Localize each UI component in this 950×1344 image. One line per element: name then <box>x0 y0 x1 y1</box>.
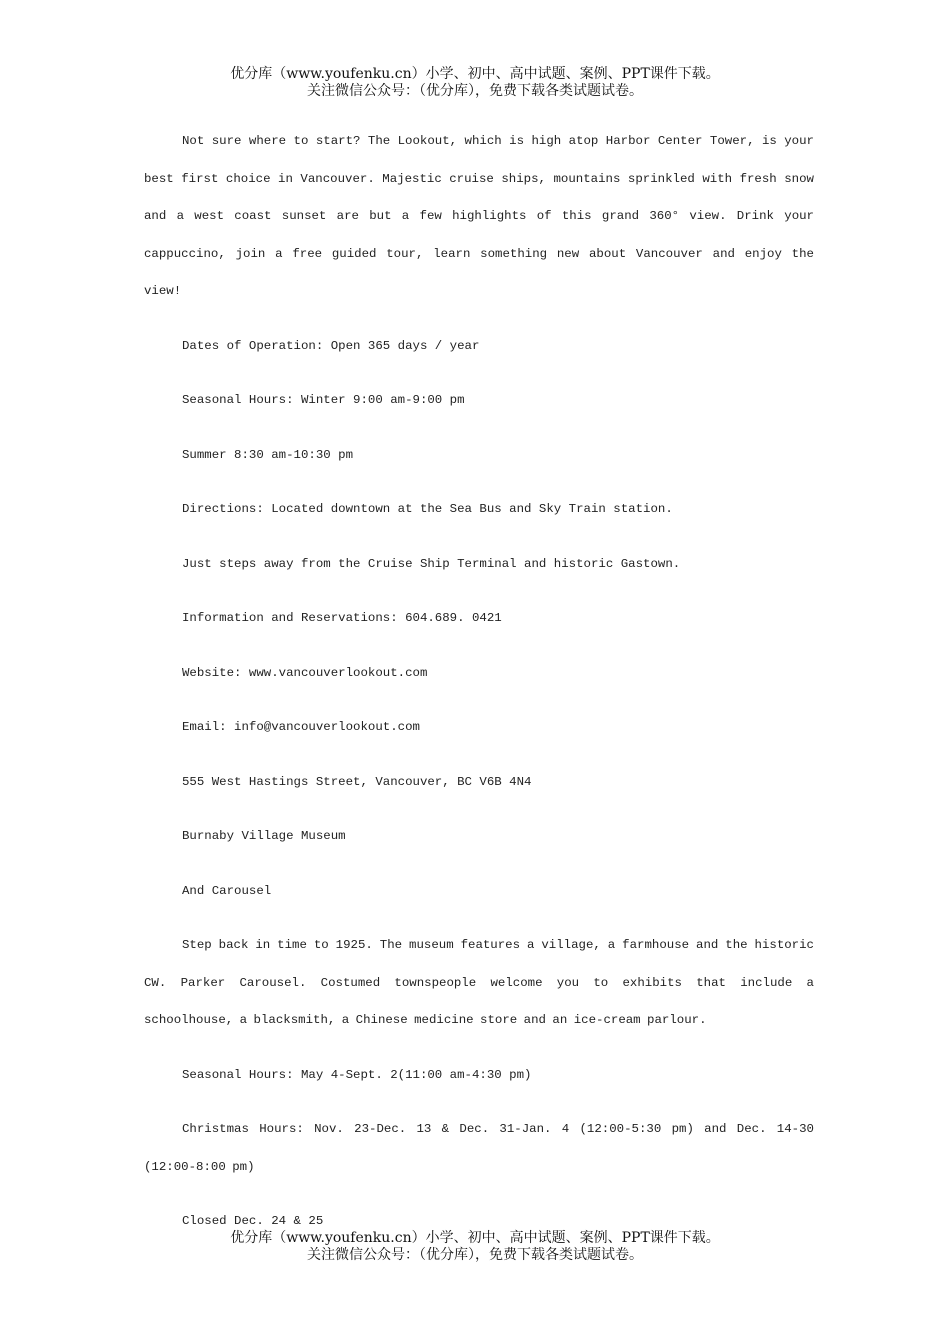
museum-title-line-1: Burnaby Village Museum <box>182 829 346 843</box>
footer-banner-line-1: 优分库（www.youfenku.cn）小学、初中、高中试题、案例、PPT课件下载。 <box>230 1230 720 1246</box>
museum-intro-paragraph: Step back in time to 1925. The museum features a village, a farmhouse and the historic CW. Parker Carousel. Costumed townspeople welcome you to exhibits that include a schoolhouse, a blacksmith, a Chinese medicine store and an ice-cream parlour. <box>144 938 814 1027</box>
footer-banner-line-2: 关注微信公众号：（优分库），免费下载各类试题试卷。 <box>307 1247 643 1263</box>
lookout-steps-away: Just steps away from the Cruise Ship Terminal and historic Gastown. <box>182 556 681 571</box>
museum-title-line-2: And Carousel <box>182 883 272 898</box>
header-banner-line-1: 优分库（www.youfenku.cn）小学、初中、高中试题、案例、PPT课件下载。 <box>230 66 720 82</box>
lookout-email: Email: info@vancouverlookout.com <box>182 720 420 734</box>
lookout-address: 555 West Hastings Street, Vancouver, BC V6B 4N4 <box>182 774 532 789</box>
museum-closed-days: Closed Dec. 24 & 25 <box>182 1214 324 1228</box>
museum-christmas-hours: Christmas Hours: Nov. 23-Dec. 13 & Dec. 31-Jan. 4 (12:00-5:30 pm) and Dec. 14-30 (12:00-8:00 pm) <box>144 1122 814 1174</box>
header-banner <box>0 66 950 100</box>
lookout-seasonal-winter: Seasonal Hours: Winter 9:00 am-9:00 pm <box>182 393 465 407</box>
lookout-website: Website: www.vancouverlookout.com <box>182 665 428 680</box>
lookout-seasonal-summer: Summer 8:30 am-10:30 pm <box>182 447 354 462</box>
lookout-dates: Dates of Operation: Open 365 days / year <box>182 338 480 353</box>
footer-banner <box>0 1230 950 1264</box>
document-body <box>144 123 814 1258</box>
museum-seasonal-hours: Seasonal Hours: May 4-Sept. 2(11:00 am-4:30 pm) <box>182 1067 532 1082</box>
lookout-intro-paragraph: Not sure where to start? The Lookout, which is high atop Harbor Center Tower, is your best first choice in Vancouver. Majestic cruise ships, mountains sprinkled with fresh snow and a west coast sunset are but a few highlights of this grand 360° view. Drink your cappuccino, join a free guided tour, learn something new about Vancouver and enjoy the view! <box>144 134 814 298</box>
lookout-directions: Directions: Located downtown at the Sea Bus and Sky Train station. <box>182 502 673 516</box>
header-banner-line-2: 关注微信公众号：（优分库），免费下载各类试题试卷。 <box>307 83 643 99</box>
lookout-info-reservations: Information and Reservations: 604.689. 0421 <box>182 611 502 625</box>
